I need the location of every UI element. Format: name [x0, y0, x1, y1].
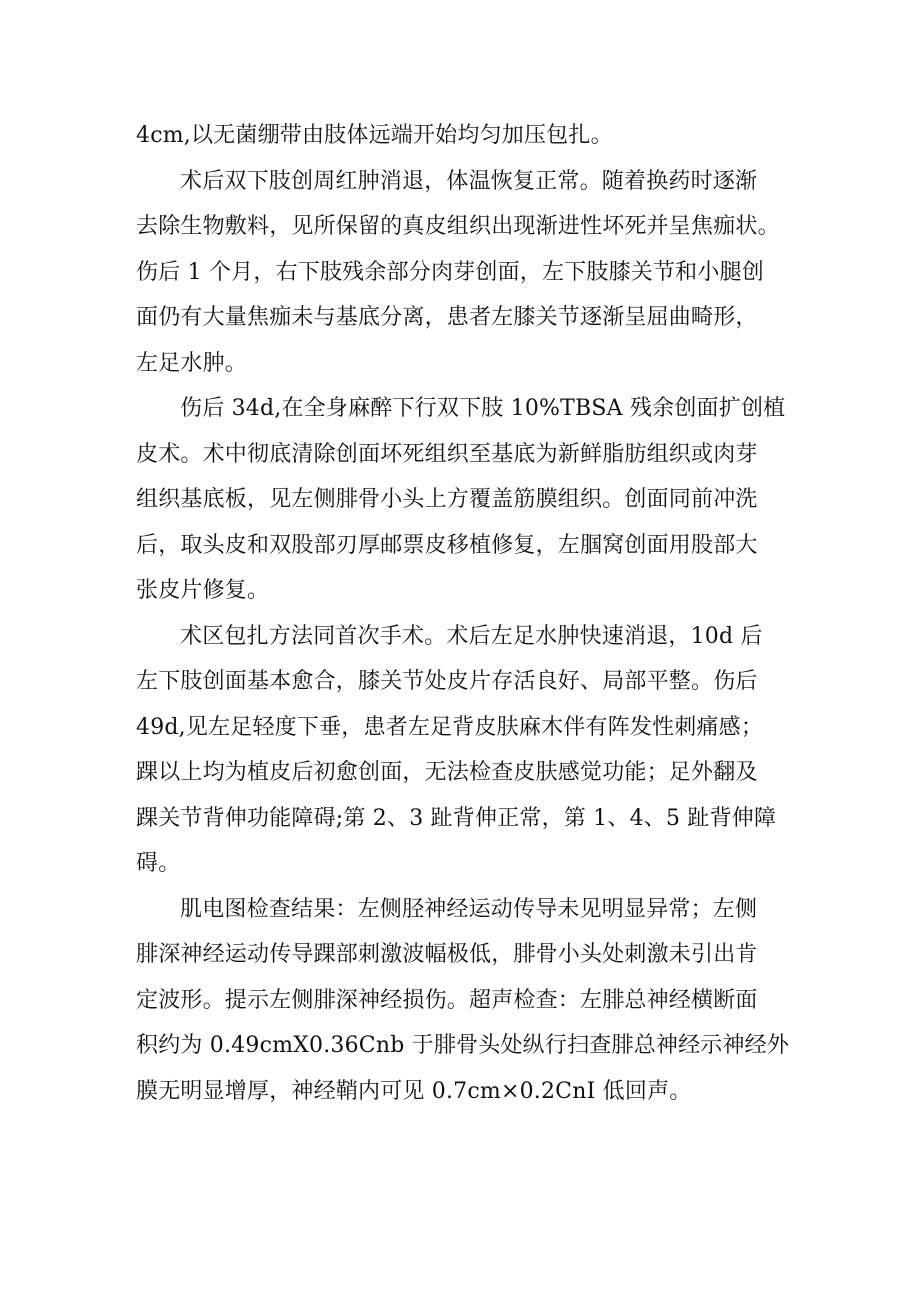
paragraph-continuation	[136, 113, 796, 159]
text-line: 伤后 1 个月，右下肢残余部分肉芽创面，左下肢膝关节和小腿创	[136, 259, 764, 285]
document-body	[136, 113, 796, 1114]
text-line: 碍。	[136, 851, 181, 876]
text-line: 去除生物敷料，见所保留的真皮组织出现渐进性坏死并呈焦痂状。	[136, 214, 780, 239]
text-line: 左下肢创面基本愈合，膝关节处皮片存活良好、局部平整。伤后	[136, 669, 758, 694]
text-line: 术后双下肢创周红肿消退，体温恢复正常。随着换药时逐渐	[180, 168, 758, 194]
text-line: 定波形。提示左侧腓深神经损伤。超声检查：左腓总神经横断面	[136, 987, 758, 1013]
text-line: 踝关节背伸功能障碍;第 2、3 趾背伸正常，第 1、4、5 趾背伸障	[136, 805, 777, 831]
text-line: 4cm,以无菌绷带由肢体远端开始均匀加压包扎。	[136, 123, 613, 148]
text-line: 腓深神经运动传导踝部刺激波幅极低，腓骨小头处刺激未引出肯	[136, 942, 758, 967]
paragraph-second-surgery	[136, 386, 796, 614]
text-line: 积约为 0.49cmX0.36Cnb 于腓骨头处纵行扫查腓总神经示神经外	[136, 1033, 790, 1058]
text-line: 皮术。术中彻底清除创面坏死组织至基底为新鲜脂肪组织或肉芽	[136, 441, 758, 467]
text-line: 49d,见左足轻度下垂，患者左足背皮肤麻木伴有阵发性刺痛感；	[136, 714, 764, 740]
text-line: 伤后 34d,在全身麻醉下行双下肢 10%TBSA 残余创面扩创植	[180, 396, 786, 421]
text-line: 左足水肿。	[136, 350, 248, 376]
text-line: 术区包扎方法同首次手术。术后左足水肿快速消退，10d 后	[180, 623, 763, 649]
text-line: 肌电图检查结果：左侧胫神经运动传导未见明显异常；左侧	[180, 896, 758, 922]
text-line: 面仍有大量焦痂未与基底分离，患者左膝关节逐渐呈屈曲畸形，	[136, 305, 758, 330]
text-line: 踝以上均为植皮后初愈创面，无法检查皮肤感觉功能；足外翻及	[136, 760, 758, 785]
text-line: 膜无明显增厚，神经鞘内可见 0.7cm×0.2CnI 低回声。	[136, 1078, 692, 1104]
paragraph-postop-course	[136, 159, 796, 387]
text-line: 后，取头皮和双股部刃厚邮票皮移植修复，左腘窝创面用股部大	[136, 532, 758, 558]
paragraph-recovery-findings	[136, 614, 796, 887]
paragraph-emg-ultrasound	[136, 887, 796, 1115]
text-line: 组织基底板，见左侧腓骨小头上方覆盖筋膜组织。创面同前冲洗	[136, 487, 758, 512]
text-line: 张皮片修复。	[136, 578, 270, 603]
